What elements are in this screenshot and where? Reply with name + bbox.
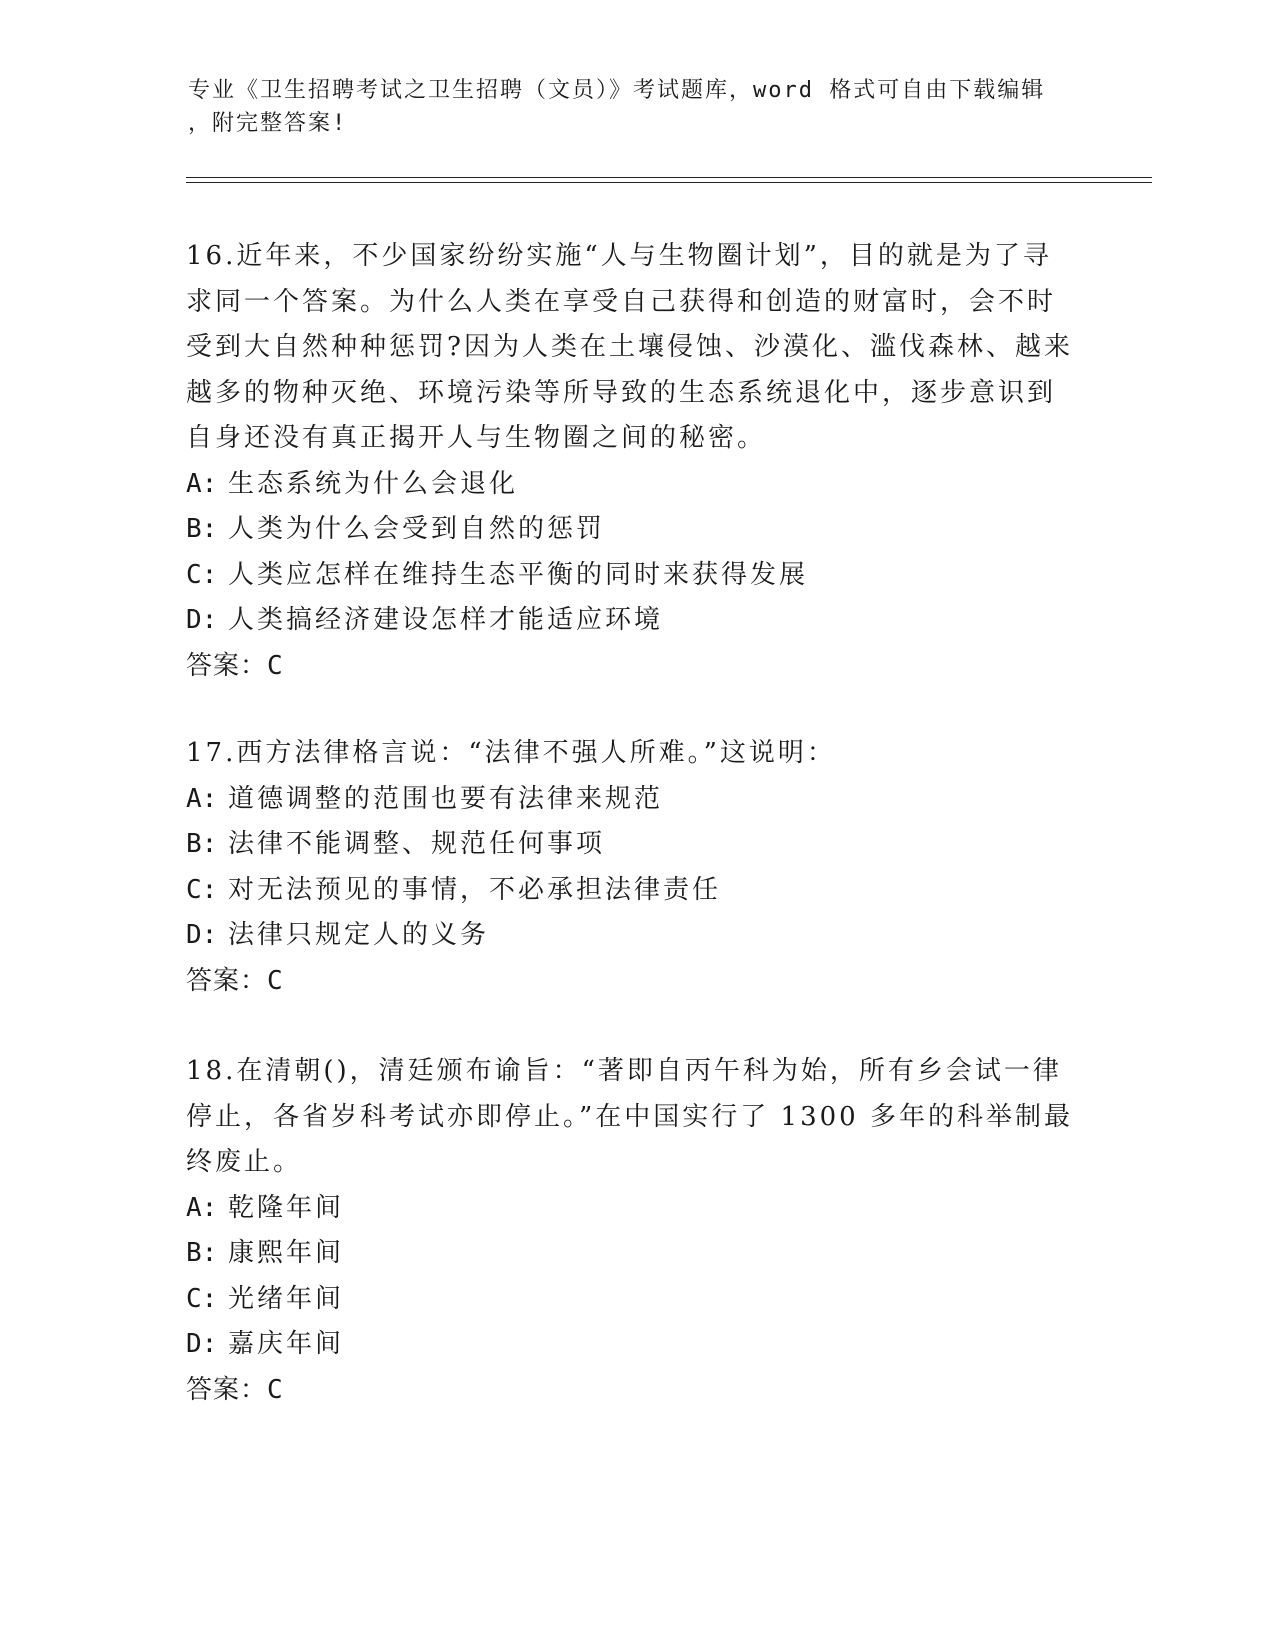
- answer-value: C: [267, 650, 284, 681]
- option-d: [186, 598, 1086, 644]
- option-letter: D:: [186, 1329, 218, 1359]
- option-a: [186, 777, 1086, 823]
- option-letter: A:: [186, 1192, 218, 1223]
- header-line-2: ，附完整答案!: [188, 111, 348, 136]
- answer-value: C: [267, 965, 284, 996]
- question-18: [186, 1049, 1086, 1413]
- question-text-line: 求同一个答案。为什么人类在享受自己获得和创造的财富时，会不时: [186, 286, 1057, 317]
- header-divider-top: [186, 177, 1152, 178]
- option-text: 人类搞经济建设怎样才能适应环境: [228, 605, 664, 635]
- question-text-line: 受到大自然种种惩罚?因为人类在土壤侵蚀、沙漠化、滥伐森林、越来: [186, 332, 1073, 362]
- option-c: [186, 868, 1086, 914]
- header-line-1: 专业《卫生招聘考试之卫生招聘（文员）》考试题库，word 格式可自由下载编辑: [188, 78, 1046, 103]
- question-17: [186, 731, 1086, 1004]
- option-text: 道德调整的范围也要有法律来规范: [228, 783, 664, 814]
- answer-label: 答案：: [186, 965, 268, 996]
- answer-label: 答案：: [186, 1374, 268, 1405]
- option-text: 康熙年间: [228, 1238, 345, 1268]
- option-text: 法律只规定人的义务: [228, 920, 490, 950]
- option-d: [186, 913, 1086, 959]
- option-letter: C:: [186, 874, 218, 905]
- option-d: [186, 1322, 1086, 1368]
- option-text: 乾隆年间: [228, 1192, 345, 1223]
- option-a: [186, 462, 1086, 508]
- answer-label: 答案：: [186, 650, 268, 681]
- option-b: [186, 1231, 1086, 1277]
- option-letter: B:: [186, 1238, 218, 1268]
- answer: [186, 1368, 1086, 1414]
- option-a: [186, 1186, 1086, 1232]
- answer-value: C: [267, 1374, 284, 1405]
- option-letter: D:: [186, 605, 218, 635]
- option-letter: A:: [186, 783, 218, 814]
- header-divider-bottom: [186, 182, 1152, 183]
- option-b: [186, 507, 1086, 553]
- question-text-line: 终废止。: [186, 1147, 303, 1177]
- option-letter: A:: [186, 468, 218, 499]
- option-letter: D:: [186, 920, 218, 950]
- option-c: [186, 1277, 1086, 1323]
- option-text: 对无法预见的事情，不必承担法律责任: [228, 874, 722, 905]
- option-text: 光绪年间: [228, 1283, 345, 1314]
- option-b: [186, 822, 1086, 868]
- option-text: 嘉庆年间: [228, 1329, 345, 1359]
- option-text: 人类为什么会受到自然的惩罚: [228, 514, 606, 544]
- question-16: [186, 234, 1086, 689]
- document-header: [188, 74, 1068, 140]
- option-letter: C:: [186, 1283, 218, 1314]
- question-text-line: 17.西方法律格言说：“法律不强人所难。”这说明：: [186, 738, 836, 768]
- question-text-line: 越多的物种灭绝、环境污染等所导致的生态系统退化中，逐步意识到: [186, 377, 1057, 408]
- option-letter: C:: [186, 559, 218, 590]
- question-text-line: 16.近年来，不少国家纷纷实施“人与生物圈计划”，目的就是为了寻: [186, 241, 1052, 271]
- option-c: [186, 553, 1086, 599]
- option-text: 人类应怎样在维持生态平衡的同时来获得发展: [228, 559, 809, 590]
- question-text-line: 自身还没有真正揭开人与生物圈之间的秘密。: [186, 423, 767, 453]
- question-text-line: 停止，各省岁科考试亦即停止。”在中国实行了 1300 多年的科举制最: [186, 1101, 1073, 1132]
- option-letter: B:: [186, 829, 218, 859]
- option-letter: B:: [186, 514, 218, 544]
- option-text: 生态系统为什么会退化: [228, 468, 519, 499]
- question-text-line: 18.在清朝()，清廷颁布谕旨：“著即自丙午科为始，所有乡会试一律: [186, 1056, 1062, 1086]
- answer: [186, 959, 1086, 1005]
- option-text: 法律不能调整、规范任何事项: [228, 829, 606, 859]
- answer: [186, 644, 1086, 690]
